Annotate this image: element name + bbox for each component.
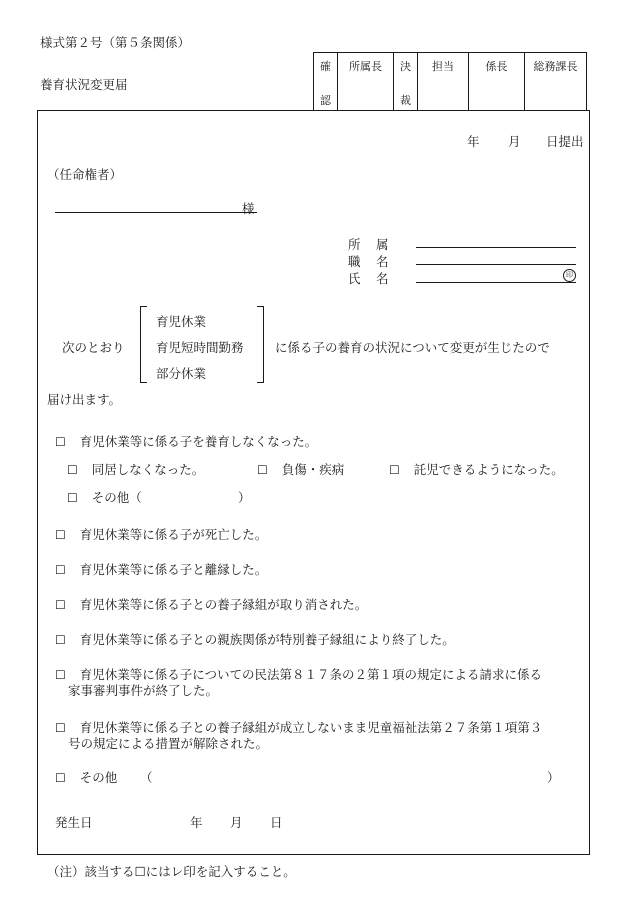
item-childcare-possible: 託児できるようになった。 (413, 462, 564, 477)
checkbox-special-adoption-ended[interactable]: ☐ (55, 633, 66, 647)
shozoku-field[interactable] (416, 247, 576, 248)
approval-shozokucho-cell[interactable] (338, 53, 394, 111)
approval-kakunin-cell (314, 53, 338, 111)
occurrence-month-label: 月 (230, 815, 243, 830)
checkbox-childcare-possible[interactable]: ☐ (389, 463, 400, 477)
shokumei-label-2: 名 (376, 254, 389, 269)
item-civil-code-line2: 家事審判事件が終了した。 (68, 683, 219, 698)
form-number: 様式第２号（第５条関係） (40, 35, 191, 50)
checkbox-injury-illness[interactable]: ☐ (257, 463, 268, 477)
item-welfare-line1: 育児休業等に係る子との養子縁組が成立しないまま児童福祉法第２７条第１項第３ (79, 720, 543, 735)
item-welfare-line2: 号の規定による措置が解除された。 (68, 736, 269, 751)
addressee-suffix: 様 (242, 201, 255, 216)
date-month-label: 月 (508, 134, 521, 149)
shokumei-field[interactable] (416, 264, 576, 265)
approval-kessai-1: 決 (400, 60, 411, 73)
approval-kessai-2: 裁 (400, 94, 411, 107)
statement-prefix: 次のとおり (62, 340, 125, 355)
checkbox-other[interactable]: ☐ (55, 771, 66, 785)
addressee-field[interactable] (55, 212, 257, 213)
seal-mark: 印 (563, 269, 576, 282)
shimei-label-1: 氏 (348, 271, 361, 286)
item-child-died: 育児休業等に係る子が死亡した。 (79, 527, 268, 542)
occurrence-year-label: 年 (190, 815, 203, 830)
item-other-open: （ (140, 770, 153, 785)
checkbox-child-divorce[interactable]: ☐ (55, 563, 66, 577)
item-not-cohabiting: 同居しなくなった。 (91, 462, 205, 477)
shokumei-label-1: 職 (348, 254, 361, 269)
occurrence-label: 発生日 (55, 815, 93, 830)
checkbox-adoption-cancelled[interactable]: ☐ (55, 598, 66, 612)
checkbox-no-longer-raising[interactable]: ☐ (55, 435, 66, 449)
shozoku-label-1: 所 (348, 237, 361, 252)
form-title: 養育状況変更届 (40, 77, 128, 92)
item-civil-code-line1: 育児休業等に係る子についての民法第８１７条の２第１項の規定による請求に係る (79, 667, 543, 682)
approval-somukacho-label: 総務課長 (533, 60, 578, 73)
checkbox-not-cohabiting[interactable]: ☐ (67, 463, 78, 477)
checkbox-child-died[interactable]: ☐ (55, 528, 66, 542)
checkbox-sub-other[interactable]: ☐ (67, 491, 78, 505)
shimei-label-2: 名 (376, 271, 389, 286)
item-special-adoption-ended: 育児休業等に係る子との親族関係が特別養子縁組により終了した。 (79, 632, 455, 647)
footnote: （注）該当する☐にはレ印を記入すること。 (47, 864, 296, 879)
checkbox-civil-code[interactable]: ☐ (55, 668, 66, 682)
shozoku-label-2: 属 (376, 237, 389, 252)
authority-label: （任命権者） (47, 167, 123, 182)
approval-kessai-cell (394, 53, 418, 111)
item-injury-illness: 負傷・疾病 (281, 462, 345, 477)
option-ikuji-kyugyo: 育児休業 (156, 314, 207, 329)
statement-suffix: に係る子の養育の状況について変更が生じたので (275, 340, 550, 355)
approval-kakunin-2: 認 (320, 94, 331, 107)
options-right-bracket (257, 306, 264, 383)
approval-kakunin-1: 確 (320, 60, 331, 73)
item-sub-other-label: その他（ (91, 490, 142, 505)
option-bubun-kyugyo: 部分休業 (156, 366, 207, 381)
option-tanjikan-kinmu: 育児短時間勤務 (156, 340, 244, 355)
item-child-divorce: 育児休業等に係る子と離縁した。 (79, 562, 268, 577)
approval-table (313, 52, 587, 111)
options-left-bracket (140, 306, 147, 383)
item-adoption-cancelled: 育児休業等に係る子との養子縁組が取り消された。 (79, 597, 368, 612)
item-other-close: ） (547, 770, 560, 785)
approval-somukacho-cell[interactable] (525, 53, 587, 111)
item-no-longer-raising: 育児休業等に係る子を養育しなくなった。 (79, 434, 318, 449)
shimei-field[interactable] (416, 282, 576, 283)
approval-tanto-label: 担当 (432, 60, 454, 73)
approval-tanto-cell[interactable] (418, 53, 469, 111)
approval-kakaricho-cell[interactable] (469, 53, 525, 111)
item-other-label: その他 (79, 770, 118, 785)
item-sub-other-close: ） (238, 490, 251, 505)
date-day-submit-label: 日提出 (546, 134, 584, 149)
statement-continuation: 届け出ます。 (47, 392, 122, 407)
checkbox-welfare-measure[interactable]: ☐ (55, 721, 66, 735)
approval-kakaricho-label: 係長 (485, 60, 508, 73)
occurrence-day-label: 日 (270, 815, 283, 830)
date-year-label: 年 (467, 134, 480, 149)
approval-shozokucho-label: 所属長 (349, 60, 382, 73)
